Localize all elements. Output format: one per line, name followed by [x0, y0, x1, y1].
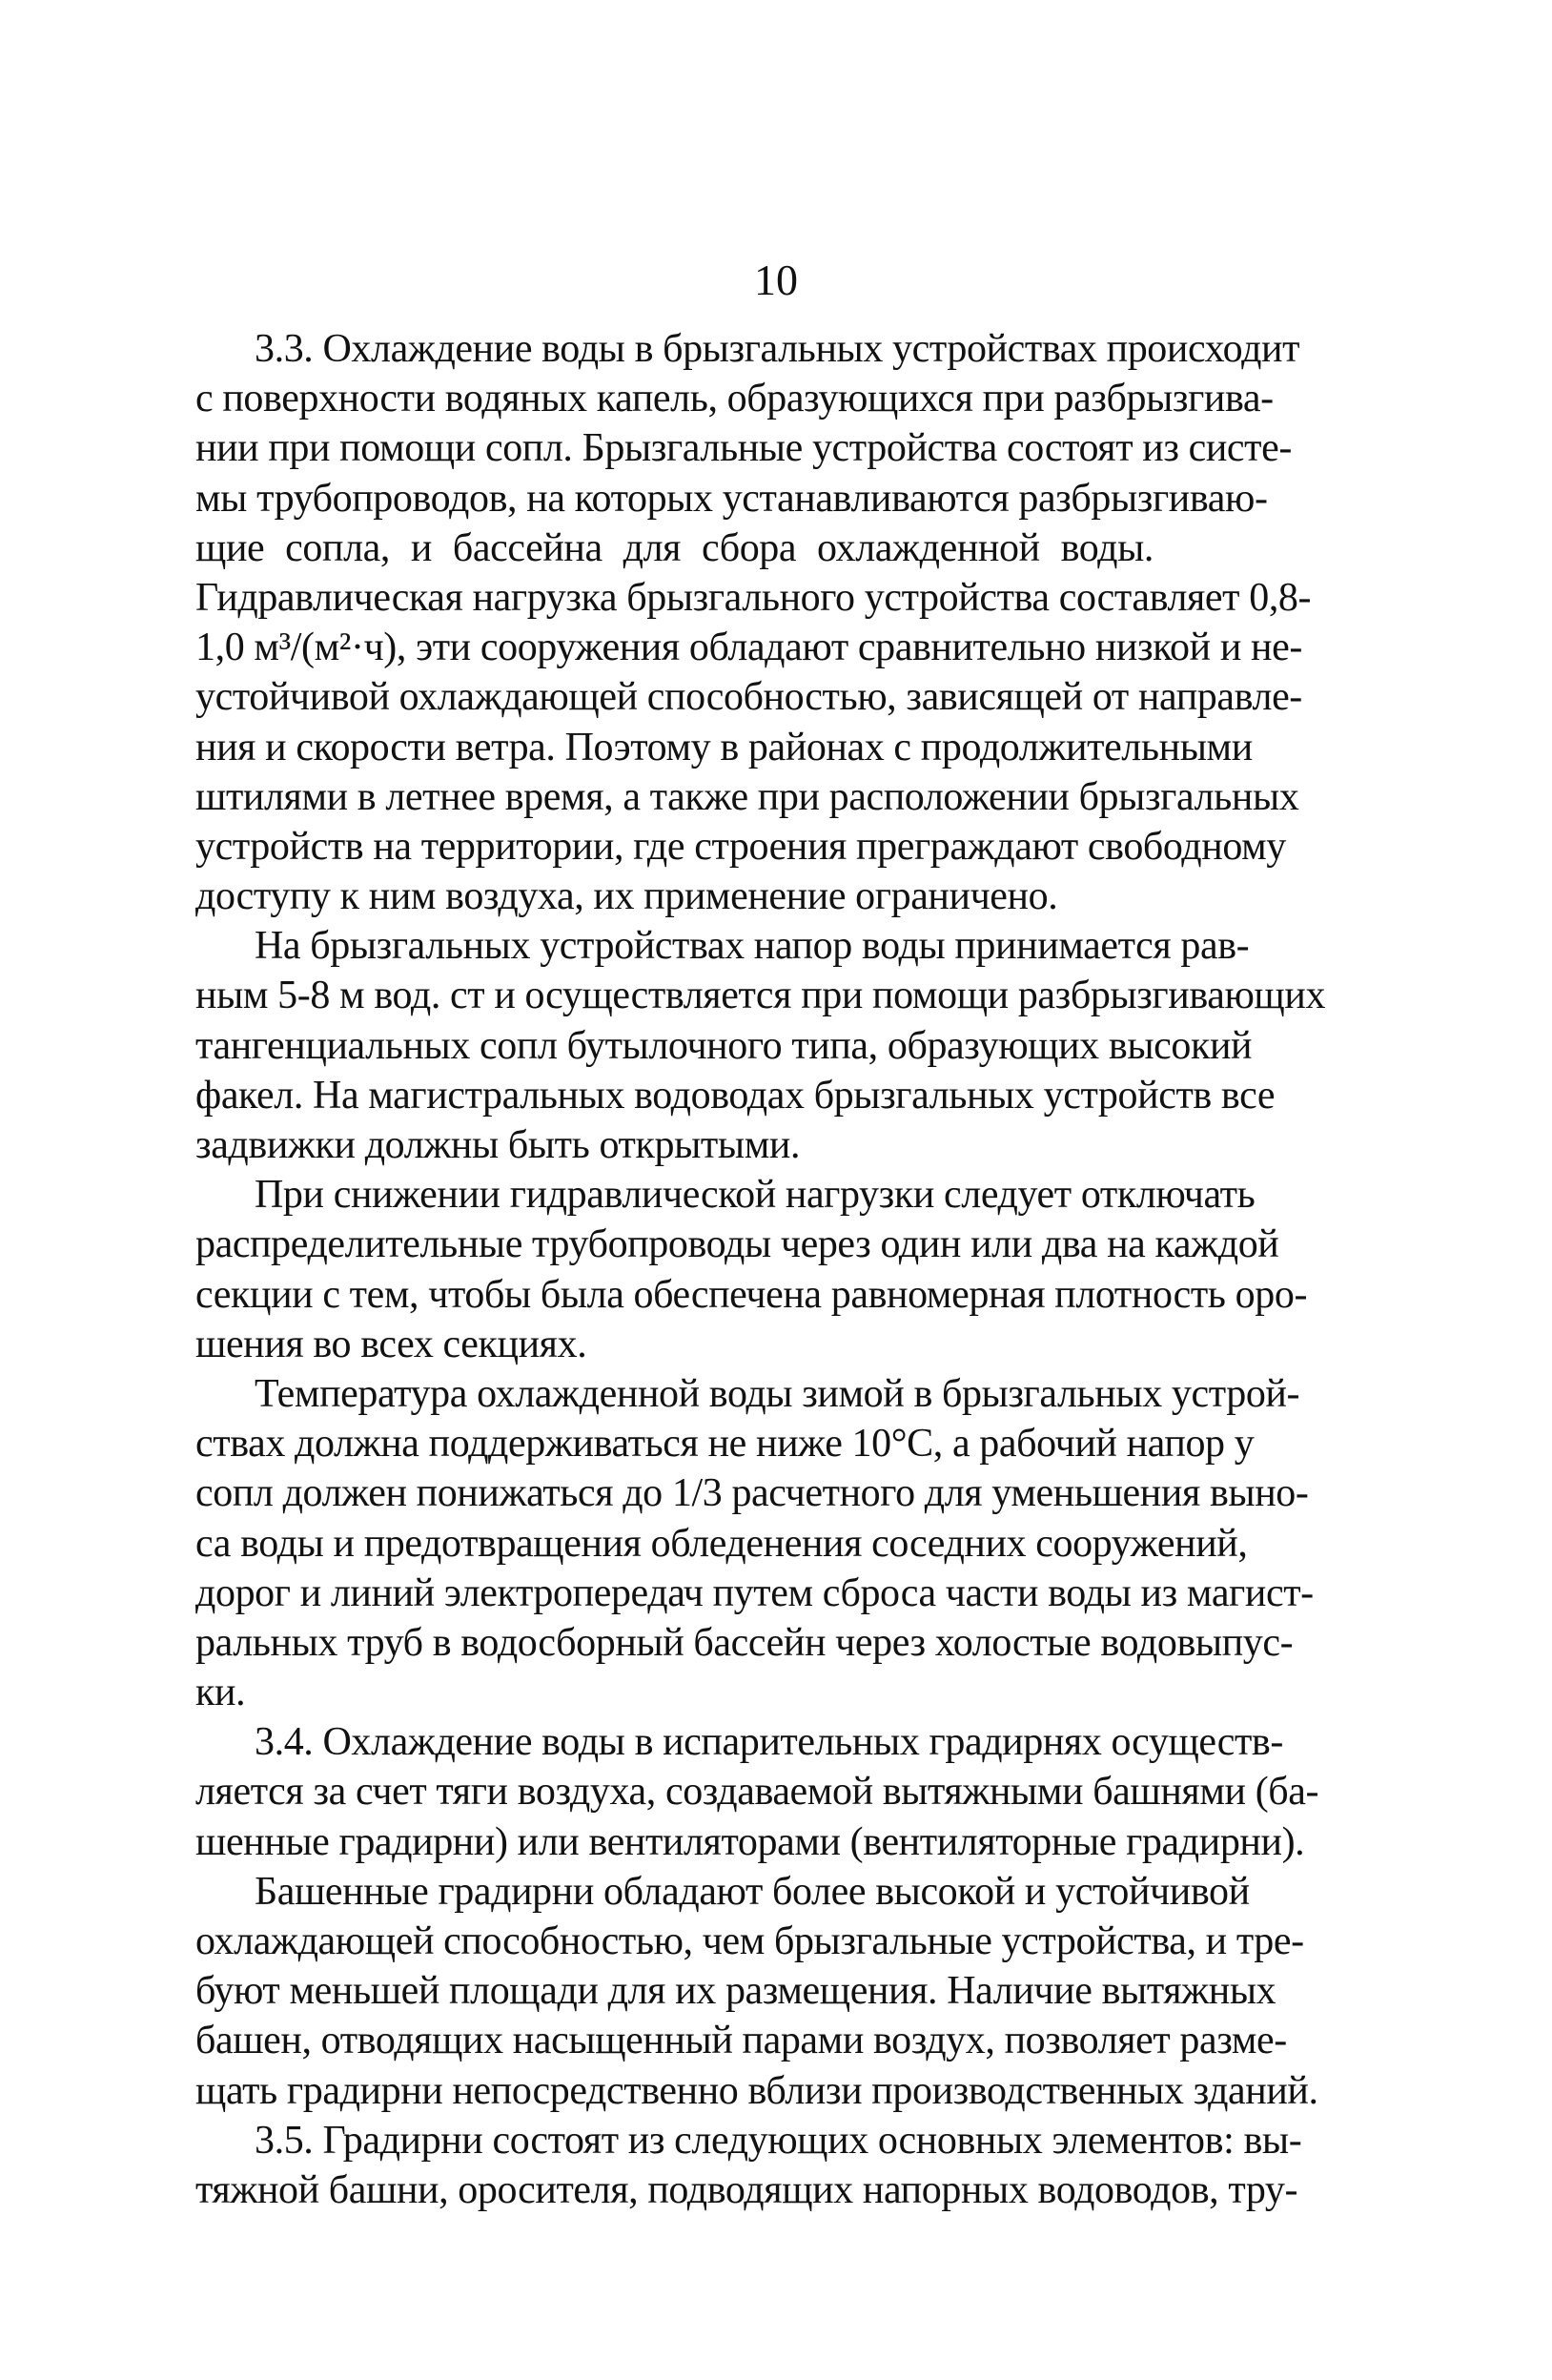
text-line: ки. — [195, 1671, 246, 1715]
text-line: щие сопла, и бассейна для сбора охлажденной воды. — [195, 525, 1154, 570]
text-line: щать градирни непосредственно вблизи производственных зданий. — [195, 2068, 1318, 2113]
text-line: 3.3. Охлаждение воды в брызгальных устройствах происходит — [255, 327, 1300, 371]
text-line: распределительные трубопроводы через один или два на каждой — [195, 1222, 1279, 1267]
text-line: ляется за счет тяги воздуха, создаваемой вытяжными башнями (ба- — [195, 1770, 1319, 1815]
text-line: с поверхности водяных капель, образующихся при разбрызгива- — [195, 377, 1274, 421]
text-line: мы трубопроводов, на которых устанавливаются разбрызгиваю- — [195, 476, 1268, 521]
text-line: Гидравлическая нагрузка брызгального устройства составляет 0,8- — [195, 575, 1312, 620]
text-line: буют меньшей площади для их размещения. Наличие вытяжных — [195, 1969, 1276, 2014]
text-line: ным 5-8 м вод. ст и осуществляется при помощи разбрызгивающих — [195, 974, 1326, 1018]
text-line: сопл должен понижаться до 1/3 расчетного для уменьшения выно- — [195, 1471, 1309, 1516]
page-number: 10 — [754, 256, 798, 304]
text-line: ствах должна поддерживаться не ниже 10°С, а рабочий напор у — [195, 1422, 1255, 1467]
text-line: шения во всех секциях. — [195, 1322, 587, 1366]
text-line: секции с тем, чтобы была обеспечена равномерная плотность оро- — [195, 1272, 1308, 1317]
text-line: дорог и линий электропередач путем сброса части воды из магист- — [195, 1570, 1314, 1615]
text-line: задвижки должны быть открытыми. — [195, 1123, 801, 1167]
text-line: нии при помощи сопл. Брызгальные устройства состоят из систе- — [195, 426, 1292, 471]
text-line: факел. На магистральных водоводах брызгальных устройств все — [195, 1073, 1276, 1118]
text-line: шенные градирни) или вентиляторами (вентиляторные градирни). — [195, 1819, 1305, 1864]
text-line: башен, отводящих насыщенный парами воздух, позволяет разме- — [195, 2019, 1287, 2063]
text-line: Башенные градирни обладают более высокой и устойчивой — [255, 1869, 1250, 1914]
text-line: На брызгальных устройствах напор воды принимается рав- — [255, 924, 1250, 969]
text-line: 1,0 м³/(м²·ч), эти сооружения обладают сравнительно низкой и не- — [195, 626, 1302, 670]
text-line: 3.5. Градирни состоят из следующих основных элементов: вы- — [255, 2118, 1302, 2163]
text-line: устройств на территории, где строения преграждают свободному — [195, 824, 1286, 869]
text-line: охлаждающей способностью, чем брызгальные устройства, и тре- — [195, 1919, 1304, 1963]
text-line: са воды и предотвращения обледенения соседних сооружений, — [195, 1521, 1248, 1566]
text-line: При снижении гидравлической нагрузки следует отключать — [255, 1173, 1256, 1218]
text-line: доступу к ним воздуха, их применение ограничено. — [195, 874, 1058, 919]
text-line: ральных труб в водосборный бассейн через холостые водовыпус- — [195, 1620, 1294, 1665]
text-line: тангенциальных сопл бутылочного типа, образующих высокий — [195, 1023, 1253, 1068]
text-line: устойчивой охлаждающей способностью, зависящей от направле- — [195, 675, 1302, 720]
text-line: ния и скорости ветра. Поэтому в районах с продолжительными — [195, 725, 1253, 769]
document-body — [195, 324, 1326, 2215]
text-line: Температура охлажденной воды зимой в брызгальных устрой- — [255, 1371, 1300, 1416]
text-line: штилями в летнее время, а также при расположении брызгальных — [195, 774, 1299, 819]
text-line: тяжной башни, оросителя, подводящих напорных водоводов, тру- — [195, 2167, 1298, 2212]
text-line: 3.4. Охлаждение воды в испарительных градирнях осуществ- — [255, 1720, 1283, 1765]
